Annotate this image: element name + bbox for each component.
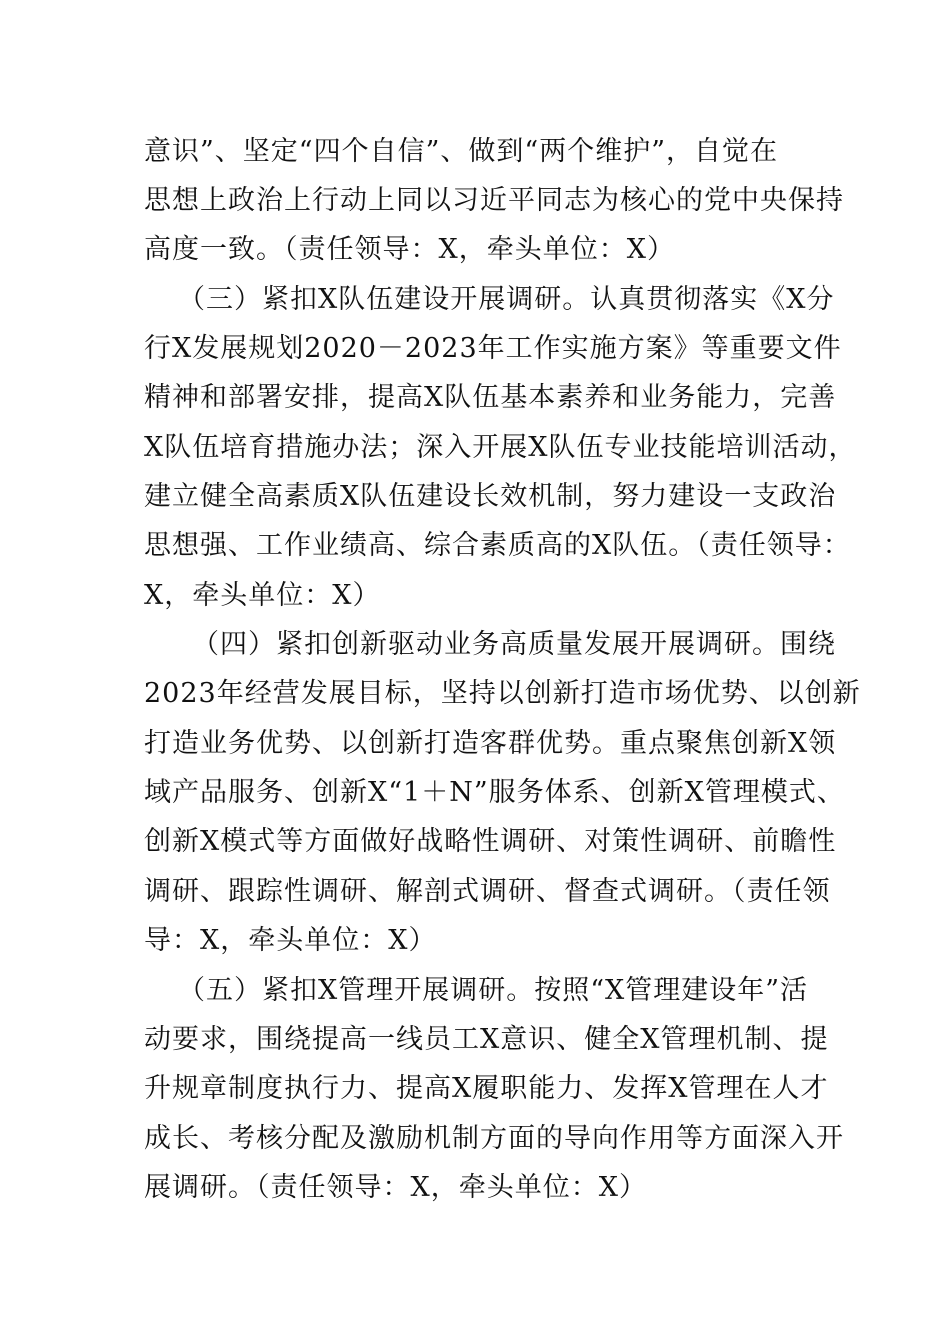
text-line: 动要求，围绕提高一线员工X意识、健全X管理机制、提 [144,1024,829,1055]
text-line: 展调研。（责任领导：X，牵头单位：X） [144,1172,647,1203]
text-line: 意识”、坚定“四个自信”、做到“两个维护”，自觉在 [144,136,779,167]
text-line: 打造业务优势、以创新打造客群优势。重点聚焦创新X领 [144,728,837,759]
text-line: 导：X，牵头单位：X） [144,925,437,956]
text-line: 升规章制度执行力、提高X履职能力、发挥X管理在人才 [144,1073,829,1104]
text-line: X队伍培育措施办法；深入开展X队伍专业技能培训活动， [144,432,857,463]
section-heading-line: （五）紧扣X管理开展调研。按照“X管理建设年”活 [178,975,809,1006]
text-line: 精神和部署安排，提高X队伍基本素养和业务能力，完善 [144,382,837,413]
text-line: 调研、跟踪性调研、解剖式调研、督查式调研。（责任领 [144,876,831,907]
text-line: 建立健全高素质X队伍建设长效机制，努力建设一支政治 [144,481,837,512]
text-line: 创新X模式等方面做好战略性调研、对策性调研、前瞻性 [144,826,837,857]
text-line: X，牵头单位：X） [144,580,381,611]
text-line: 思想强、工作业绩高、综合素质高的X队伍。（责任领导： [144,530,851,561]
section-heading-line: （四）紧扣创新驱动业务高质量发展开展调研。围绕 [192,629,836,660]
text-line: 思想上政治上行动上同以习近平同志为核心的党中央保持 [144,185,844,216]
text-line: 2023年经营发展目标，坚持以创新打造市场优势、以创新 [144,678,861,709]
text-line: 域产品服务、创新X“1＋N”服务体系、创新X管理模式、 [144,777,845,808]
section-heading-line: （三）紧扣X队伍建设开展调研。认真贯彻落实《X分 [178,284,835,315]
text-line: 成长、考核分配及激励机制方面的导向作用等方面深入开 [144,1123,844,1154]
text-line: 高度一致。（责任领导：X，牵头单位：X） [144,234,675,265]
text-line: 行X发展规划2020－2023年工作实施方案》等重要文件 [144,333,842,364]
